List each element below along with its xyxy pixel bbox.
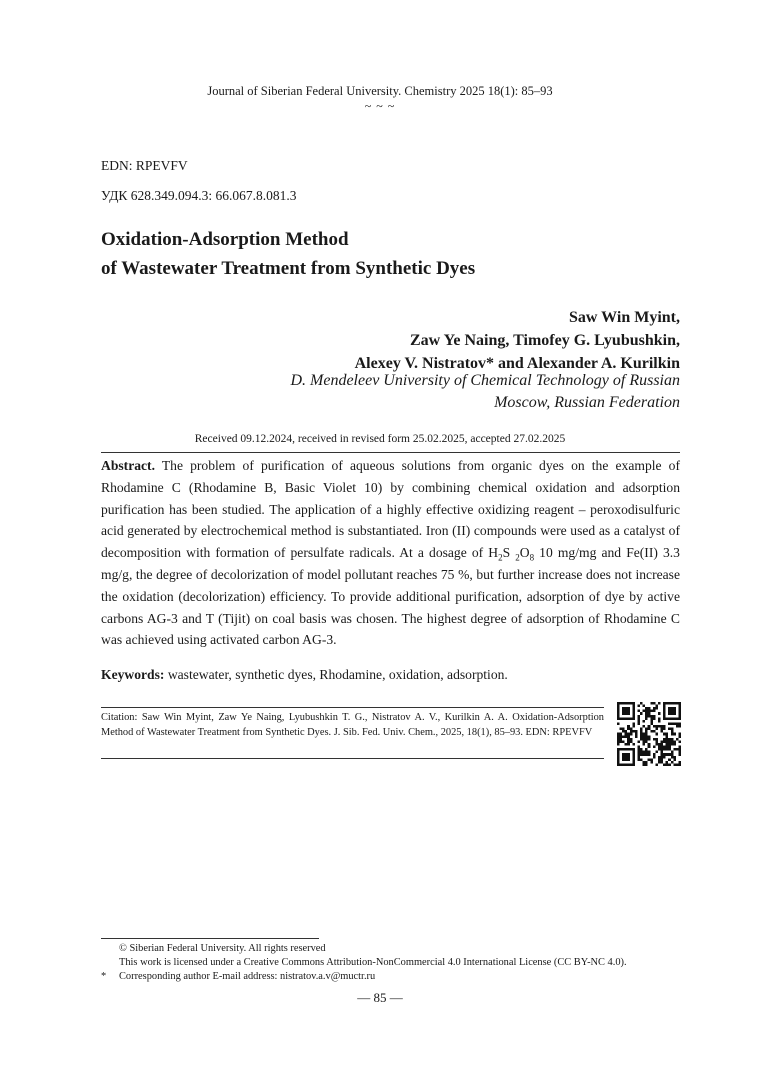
header-ornament: ~ ~ ~ [364, 99, 396, 113]
abstract-text-part-1: The problem of purification of aqueous solutions from organic dyes on the example of Rhodamine C (Rhodamine B, Basic Violet 10) by combining chemical oxidation and adsorption purification has been studied. The application of a highly effective oxidizing reagent – peroxodisulfuric acid generated by electrochemical method is substantiated. Iron (II) compounds were used as a catalyst of decomposition with formation of persulfate radicals. At a dosage of H [101, 458, 680, 561]
keywords-text: wastewater, synthetic dyes, Rhodamine, oxidation, adsorption. [164, 667, 508, 682]
citation-top-rule [101, 707, 604, 708]
qr-code-icon [617, 702, 681, 766]
udc-code: УДК 628.349.094.3: 66.067.8.081.3 [101, 188, 297, 203]
citation: Citation: Saw Win Myint, Zaw Ye Naing, Lyubushkin T. G., Nistratov A. V., Kurilkin A. A. Oxidation-Adsorption Method of Wastewater Treatment from Synthetic Dyes. J. Sib. Fed. Univ. Chem., 2025, 18(1), 85–93. EDN: RPEVFV [101, 712, 604, 738]
formula-sub-3: 8 [529, 552, 535, 563]
abstract [101, 455, 680, 651]
affiliation-line-1: D. Mendeleev University of Chemical Technology of Russian [290, 372, 680, 389]
formula-mid-2: O [519, 545, 530, 561]
author-list [355, 306, 680, 375]
affiliation-line-2: Moscow, Russian Federation [494, 394, 680, 411]
citation-bottom-rule [101, 758, 604, 759]
abstract-label: Abstract. [101, 458, 155, 473]
corresponding-author-note: Corresponding author E-mail address: nistratov.a.v@muctr.ru [119, 971, 376, 982]
title-line-2: of Wastewater Treatment from Synthetic Dyes [101, 258, 476, 279]
authors-line-1: Saw Win Myint, [569, 309, 680, 326]
abstract-divider [101, 452, 680, 453]
title-line-1: Oxidation-Adsorption Method [101, 229, 349, 250]
footnote-star: * [101, 971, 107, 982]
journal-header: Journal of Siberian Federal University. Chemistry 2025 18(1): 85–93 [207, 84, 553, 98]
formula-mid-1: S [502, 545, 516, 561]
footnote-rule [101, 938, 319, 939]
copyright-note: © Siberian Federal University. All rights reserved [119, 943, 326, 954]
authors-line-2: Zaw Ye Naing, Timofey G. Lyubushkin, [409, 332, 680, 349]
affiliation [290, 370, 680, 414]
paper-title [101, 225, 475, 283]
edn-code: EDN: RPEVFV [101, 158, 188, 173]
authors-line-3: Alexey V. Nistratov* and Alexander A. Kurilkin [354, 355, 680, 372]
keywords [101, 667, 508, 683]
license-note: This work is licensed under a Creative Commons Attribution-NonCommercial 4.0 International License (CC BY-NC 4.0). [119, 957, 627, 968]
formula-sub-1: 2 [498, 552, 503, 563]
received-dates: Received 09.12.2024, received in revised form 25.02.2025, accepted 27.02.2025 [194, 433, 566, 445]
formula-sub-2: 2 [515, 552, 520, 563]
keywords-label: Keywords: [101, 667, 165, 682]
page-number: — 85 — [357, 990, 403, 1005]
abstract-text-part-2: 10 mg/mg and Fe(II) 3.3 mg/g, the degree of decolorization of model pollutant reaches 75 %, but further increase does not increase the oxidation (decolorization) efficiency. To provide additional purification, adsorption of dye by active carbons AG-3 and T (Tijit) on coal basis was chosen. The highest degree of adsorption of Rhodamine C was achieved using activated carbon AG-3. [101, 545, 680, 648]
